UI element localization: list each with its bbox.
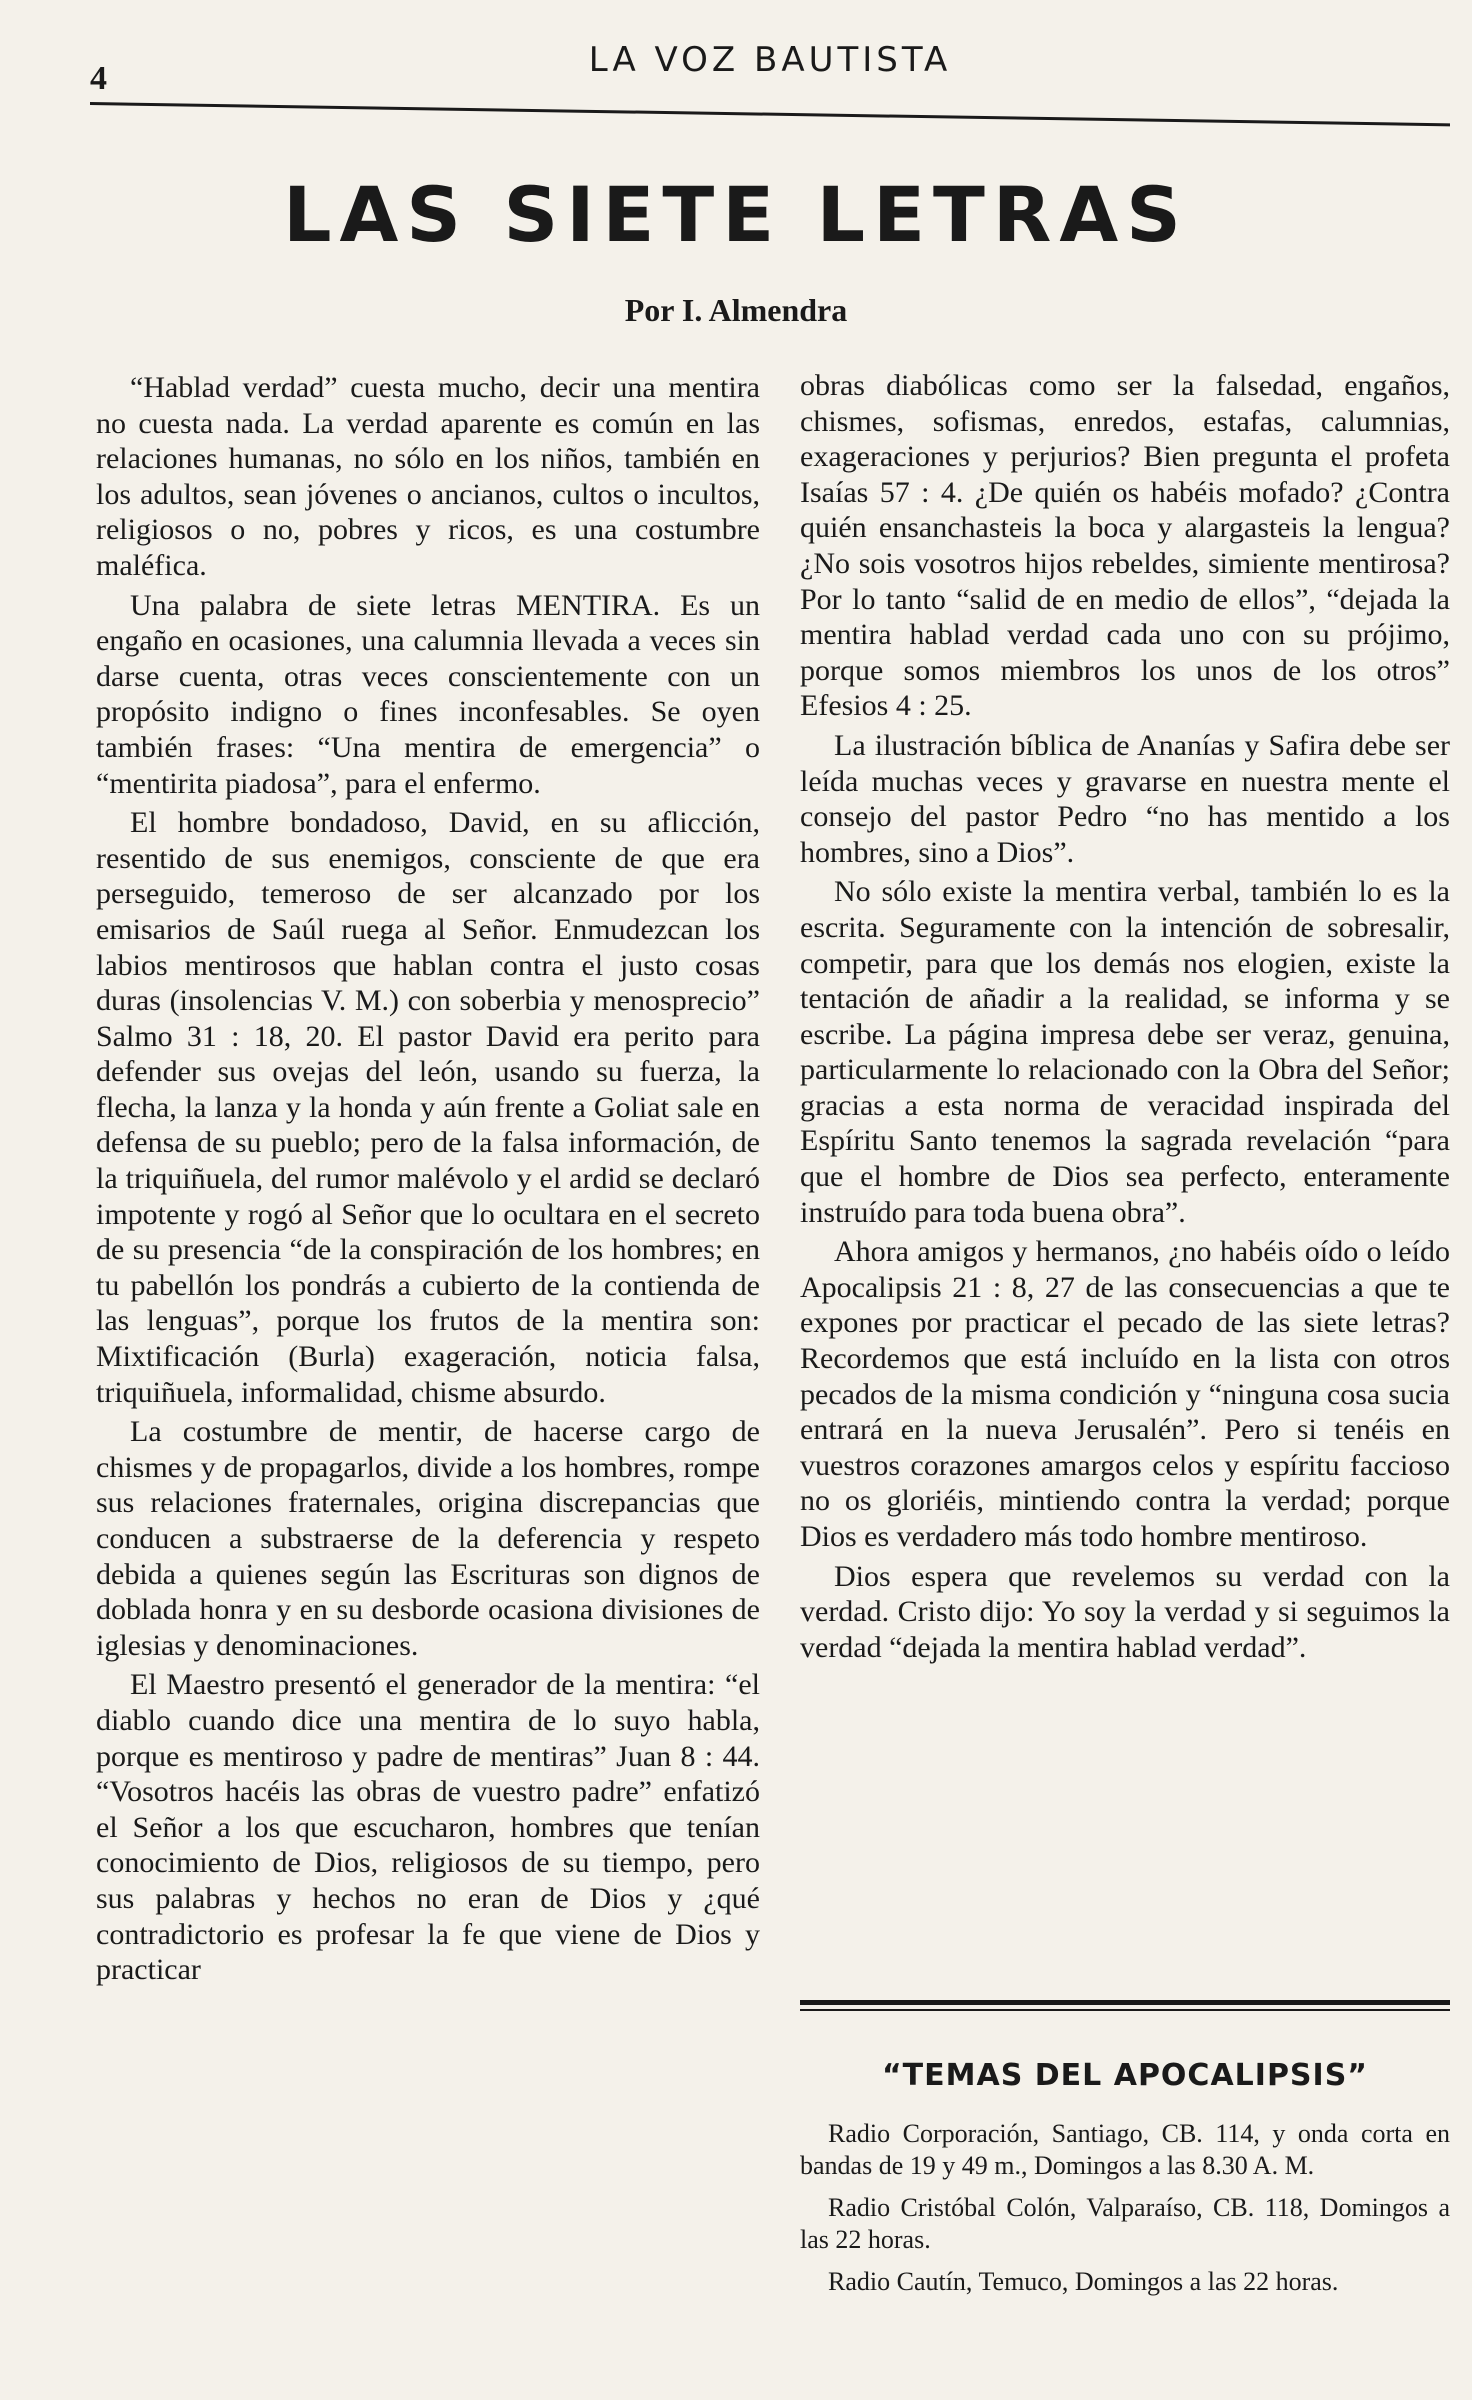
left-column: [96, 370, 760, 1992]
box-divider-thick: [800, 2000, 1450, 2005]
paragraph: La ilustración bíblica de Ananías y Safira debe ser leída muchas veces y gravarse en nuestra mente el consejo del pastor Pedro “no has mentido a los hombres, sino a Dios”.: [800, 728, 1450, 869]
header-rule: [90, 102, 1450, 126]
paragraph: “Hablad verdad” cuesta mucho, decir una mentira no cuesta nada. La verdad aparente es común en las relaciones humanas, no sólo en los niños, también en los adultos, sean jóvenes o ancianos, cultos o incultos, religiosos o no, pobres y ricos, es una costumbre maléfica.: [96, 371, 760, 582]
box-divider-thin: [800, 2009, 1450, 2011]
paragraph: No sólo existe la mentira verbal, también lo es la escrita. Seguramente con la intención de sobresalir, competir, para que los demás nos elogien, existe la tentación de añadir a la realidad, se informa y se escribe. La página impresa debe ser veraz, genuina, particularmente lo relacionado con la Obra del Señor; gracias a esta norma de veracidad inspirada del Espíritu Santo tenemos la sagrada revelación “para que el hombre de Dios sea perfecto, enteramente instruído para toda buena obra”.: [800, 875, 1450, 1229]
running-title: LA VOZ BAUTISTA: [588, 40, 952, 80]
article-byline: Por I. Almendra: [624, 292, 848, 328]
box-title: “TEMAS DEL APOCALIPSIS”: [881, 2058, 1369, 2093]
radio-schedule-list: [800, 2118, 1450, 2308]
list-item: Radio Cristóbal Colón, Valparaíso, CB. 118, Domingos a las 22 horas.: [800, 2193, 1450, 2254]
article-title: LAS SIETE LETRAS: [283, 170, 1189, 259]
right-column: [800, 368, 1450, 1669]
paragraph: La costumbre de mentir, de hacerse cargo de chismes y de propagarlos, divide a los hombres, rompe sus relaciones fraternales, origina discrepancias que conducen a substraerse de la deferencia y respeto debida a quienes según las Escrituras son dignos de doblada honra y en su desborde ocasiona divisiones de iglesias y denominaciones.: [96, 1415, 760, 1662]
paragraph: Dios espera que revelemos su verdad con la verdad. Cristo dijo: Yo soy la verdad y si seguimos la verdad “dejada la mentira hablad verdad”.: [800, 1559, 1450, 1664]
paragraph: Una palabra de siete letras MENTIRA. Es un engaño en ocasiones, una calumnia llevada a veces sin darse cuenta, otras veces conscientemente con un propósito indigno o fines inconfesables. Se oyen también frases: “Una mentira de emergencia” o “mentirita piadosa”, para el enfermo.: [96, 588, 760, 800]
paragraph: obras diabólicas como ser la falsedad, engaños, chismes, sofismas, enredos, estafas, calumnias, exageraciones y perjurios? Bien pregunta el profeta Isaías 57 : 4. ¿De quién os habéis mofado? ¿Contra quién ensanchasteis la boca y alargasteis la lengua? ¿No sois vosotros hijos rebeldes, simiente mentirosa? Por lo tanto “salid de en medio de ellos”, “dejada la mentira hablad verdad cada uno con su prójimo, porque somos miembros los unos de los otros” Efesios 4 : 25.: [800, 369, 1450, 723]
list-item: Radio Corporación, Santiago, CB. 114, y onda corta en bandas de 19 y 49 m., Domingos a las 8.30 A. M.: [800, 2119, 1450, 2180]
page-header: [90, 20, 1450, 120]
paragraph: Ahora amigos y hermanos, ¿no habéis oído o leído Apocalipsis 21 : 8, 27 de las consecuencias a que te expones por practicar el pecado de las siete letras? Recordemos que está incluído en la lista con otros pecados de la misma condición y “ninguna cosa sucia entrará en la nueva Jerusalén”. Pero si tenéis en vuestros corazones amargos celos y espíritu faccioso no os gloriéis, mintiendo contra la verdad; porque Dios es verdadero más todo hombre mentiroso.: [800, 1235, 1450, 1553]
list-item: Radio Cautín, Temuco, Domingos a las 22 horas.: [828, 2267, 1339, 2296]
page-number: 4: [90, 60, 107, 97]
paragraph: El hombre bondadoso, David, en su aflicción, resentido de sus enemigos, consciente de que era perseguido, temeroso de ser alcanzado por los emisarios de Saúl ruega al Señor. Enmudezcan los labios mentirosos que hablan contra el justo cosas duras (insolencias V. M.) con soberbia y menosprecio” Salmo 31 : 18, 20. El pastor David era perito para defender sus ovejas del león, usando su fuerza, la flecha, la lanza y la honda y aún frente a Goliat sale en defensa de su pueblo; pero de la falsa información, de la triquiñuela, del rumor malévolo y el ardid se declaró impotente y rogó al Señor que lo ocultara en el secreto de su presencia “de la conspiración de los hombres; en tu pabellón los pondrás a cubierto de la contienda de las lenguas”, porque los frutos de la mentira son: Mixtificación (Burla) exageración, noticia falsa, triquiñuela, informalidad, chisme absurdo.: [96, 806, 760, 1409]
paragraph: El Maestro presentó el generador de la mentira: “el diablo cuando dice una mentira de lo suyo habla, porque es mentiroso y padre de mentiras” Juan 8 : 44. “Vosotros hacéis las obras de vuestro padre” enfatizó el Señor a los que escucharon, hombres que tenían conocimiento de Dios, religiosos de su tiempo, pero sus palabras y hechos no eran de Dios y ¿qué contradictorio es profesar la fe que viene de Dios y practicar: [96, 1668, 760, 1987]
